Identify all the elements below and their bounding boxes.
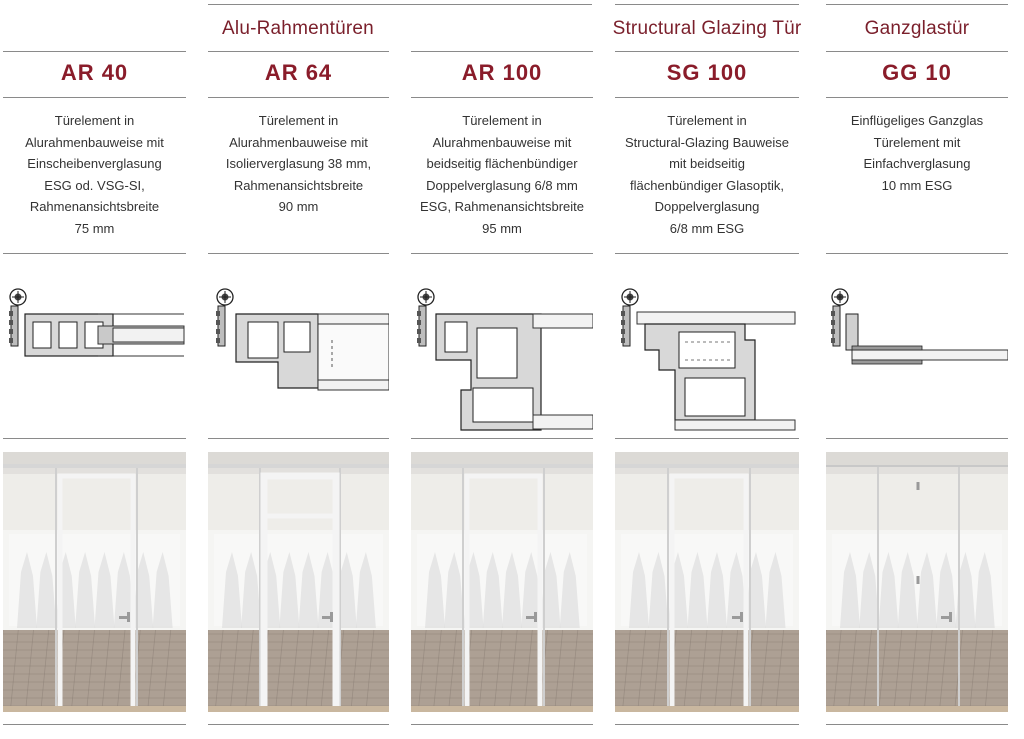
rule-ar100-1	[411, 97, 593, 98]
sg100-profile-section	[615, 270, 799, 435]
rule-sg100-2	[615, 253, 799, 254]
description-line: ESG od. VSG-SI,	[44, 177, 145, 193]
product-code-ar100: AR 100	[461, 60, 543, 85]
rule-ar64-4	[208, 724, 389, 725]
ar40-profile-section	[3, 270, 186, 435]
rule-ar64-2	[208, 253, 389, 254]
product-code-gg10: GG 10	[882, 60, 952, 85]
description-line: Einfachverglasung	[863, 156, 971, 171]
rule-gg10-1	[826, 97, 1008, 98]
description-line: Doppelverglasung 6/8 mm	[426, 177, 578, 193]
product-code-ar64: AR 64	[264, 60, 333, 85]
description-line: Einscheibenverglasung	[27, 156, 162, 171]
rule-ar64-1	[208, 97, 389, 98]
description-line: 10 mm ESG	[881, 177, 953, 193]
ar64-profile-section	[208, 270, 389, 435]
description-line: Türelement in	[258, 113, 339, 128]
rule-ar100-0	[411, 51, 593, 52]
description-line: Alurahmenbauweise mit	[229, 134, 368, 150]
product-description-sg100	[615, 110, 799, 239]
rule-gg10-2	[826, 253, 1008, 254]
rule-gg10-4	[826, 724, 1008, 725]
description-line: Doppelverglasung	[654, 199, 760, 214]
rule-gg10-3	[826, 438, 1008, 439]
description-line: Alurahmenbauweise mit	[432, 134, 572, 150]
description-line: 6/8 mm ESG	[669, 220, 745, 236]
product-description-gg10	[826, 110, 1008, 196]
description-line: Türelement mit	[873, 134, 961, 150]
rule-ar64-0	[208, 51, 389, 52]
top-rule-group-2	[615, 4, 799, 5]
group-title-ganzglastuer: Ganzglastür	[864, 18, 970, 39]
description-line: Alurahmenbauweise mit	[25, 134, 164, 150]
description-line: ESG, Rahmenansichtsbreite	[419, 199, 585, 214]
ar100-profile-section	[411, 270, 593, 435]
description-line: Türelement in	[462, 113, 542, 128]
description-line: Rahmenansichtsbreite	[29, 199, 160, 214]
rule-sg100-0	[615, 51, 799, 52]
rule-sg100-4	[615, 724, 799, 725]
gg10-door-photo	[826, 452, 1008, 712]
description-line: Structural-Glazing Bauweise	[624, 134, 790, 150]
rule-ar100-3	[411, 438, 593, 439]
product-description-ar100	[411, 110, 593, 239]
product-description-ar64	[208, 110, 389, 218]
product-description-ar40	[3, 110, 186, 239]
gg10-profile-section	[826, 270, 1008, 435]
description-line: flächenbündiger Glasoptik,	[630, 177, 784, 193]
top-rule-group-1	[208, 4, 592, 5]
rule-ar100-4	[411, 724, 593, 725]
rule-ar40-4	[3, 724, 186, 725]
description-line: Einflügeliges Ganzglas	[850, 113, 984, 128]
description-line: 90 mm	[278, 199, 319, 214]
rule-gg10-0	[826, 51, 1008, 52]
rule-sg100-3	[615, 438, 799, 439]
rule-ar100-2	[411, 253, 593, 254]
rule-ar40-2	[3, 253, 186, 254]
description-line: beidseitig flächenbündiger	[426, 156, 578, 171]
sg100-door-photo	[615, 452, 799, 712]
description-line: 95 mm	[482, 220, 522, 236]
product-code-sg100: SG 100	[666, 60, 748, 85]
top-rule-group-3	[826, 4, 1008, 5]
description-line: 75 mm	[74, 220, 115, 236]
description-line: Türelement in	[667, 113, 747, 128]
description-line: Rahmenansichtsbreite	[233, 177, 364, 193]
ar40-door-photo	[3, 452, 186, 712]
group-title-structural-glazing: Structural Glazing Tür	[612, 18, 802, 39]
rule-ar40-0	[3, 51, 186, 52]
rule-ar64-3	[208, 438, 389, 439]
group-title-alu-rahmentueren: Alu-Rahmentüren	[222, 18, 374, 39]
description-line: Türelement in	[54, 113, 135, 128]
rule-sg100-1	[615, 97, 799, 98]
ar100-door-photo	[411, 452, 593, 712]
description-line: Isolierverglasung 38 mm,	[225, 156, 372, 171]
ar64-door-photo	[208, 452, 389, 712]
product-code-ar40: AR 40	[60, 60, 129, 85]
description-line: mit beidseitig	[669, 156, 745, 171]
rule-ar40-3	[3, 438, 186, 439]
rule-ar40-1	[3, 97, 186, 98]
